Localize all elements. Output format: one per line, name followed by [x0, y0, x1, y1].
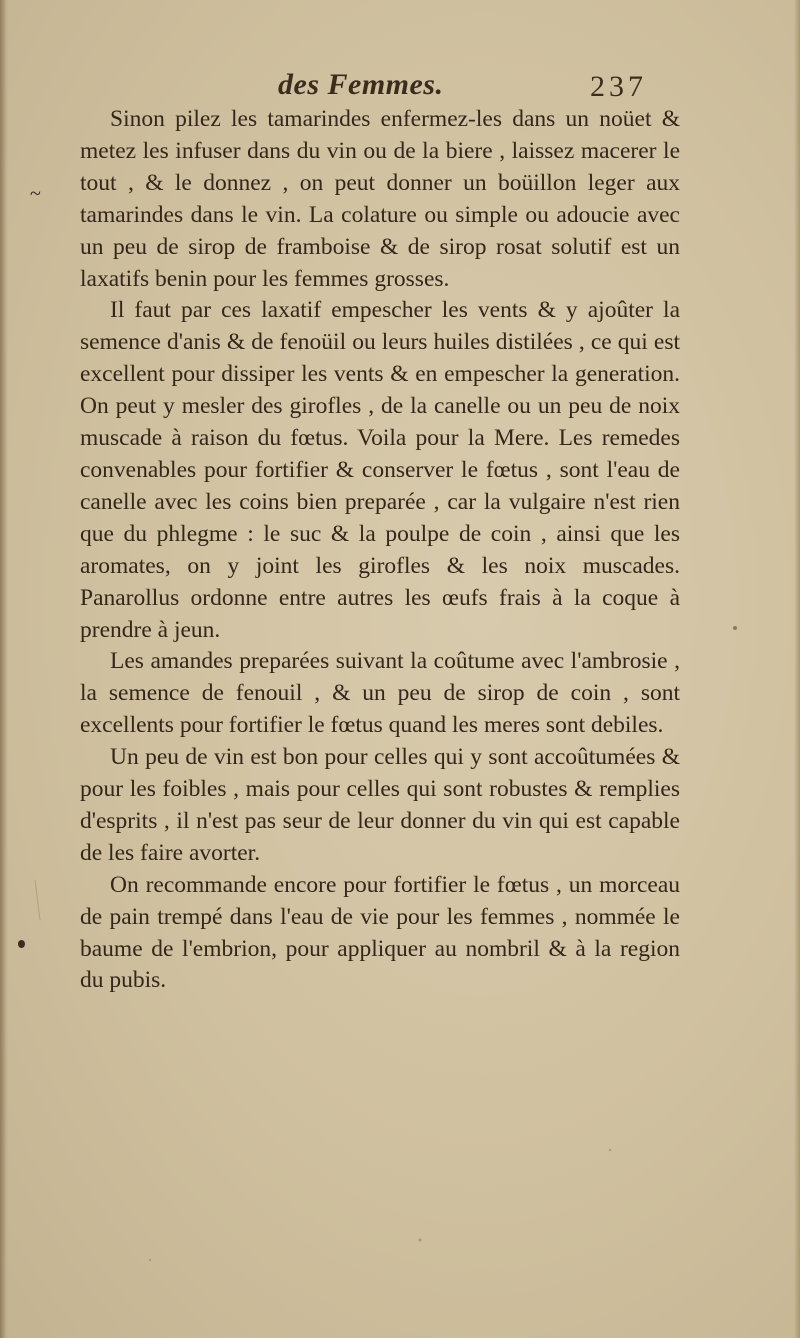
ink-dot [18, 940, 25, 948]
paragraph-3: Les amandes preparées suivant la coûtume avec l'ambrosie , la semence de fenouil , & un peu de sirop de coin , sont excellents pour fortifier le fœtus quand les meres sont debiles. [80, 648, 680, 739]
running-head-title: des Femmes. [278, 68, 444, 101]
paragraph-4: Un peu de vin est bon pour celles qui y sont accoûtumées & pour les foibles , mais pour celles qui sont robustes & remplies d'esprits , il n'est pas seur de leur donner du vin qui est capable de les faire avorter. [80, 744, 680, 866]
paragraph-1: Sinon pilez les tamarindes enfermez-les dans un noüet & metez les infuser dans du vin ou de la biere , laissez macerer le tout , & le donnez , on peut donner un boüillon leger aux tamarindes dans le vin. La colature ou simple ou adoucie avec un peu de sirop de framboise & de sirop rosat solutif est un laxatifs benin pour les femmes grosses. [80, 106, 680, 292]
page-number: 237 [590, 70, 647, 103]
margin-mark: ~ [30, 183, 41, 205]
running-head [0, 60, 800, 110]
paragraph-2: Il faut par ces laxatif empescher les vents & y ajoûter la semence d'anis & de fenoüil ou leurs huiles distilées , ce qui est excellent pour dissiper les vents & en empescher la generation. On peut y mesler des girofles , de la canelle ou un peu de noix muscade à raison du fœtus. Voila pour la Mere. Les remedes convenables pour fortifier & conserver le fœtus , sont l'eau de canelle avec les coins bien preparée , car la vulgaire n'est rien que du phlegme : le suc & la poulpe de coin , ainsi que les aromates, on y joint les girofles & les noix muscades. Panarollus ordonne entre autres les œufs frais à la coque à prendre à jeun. [80, 297, 680, 643]
paragraph-5: On recommande encore pour fortifier le fœtus , un morceau de pain trempé dans l'eau de vie pour les femmes , nommée le baume de l'embrion, pour appliquer au nombril & à la region du pubis. [80, 871, 680, 994]
page-outer-edge [794, 0, 800, 1338]
body-text [80, 104, 680, 997]
page-binding-edge [0, 0, 8, 1338]
